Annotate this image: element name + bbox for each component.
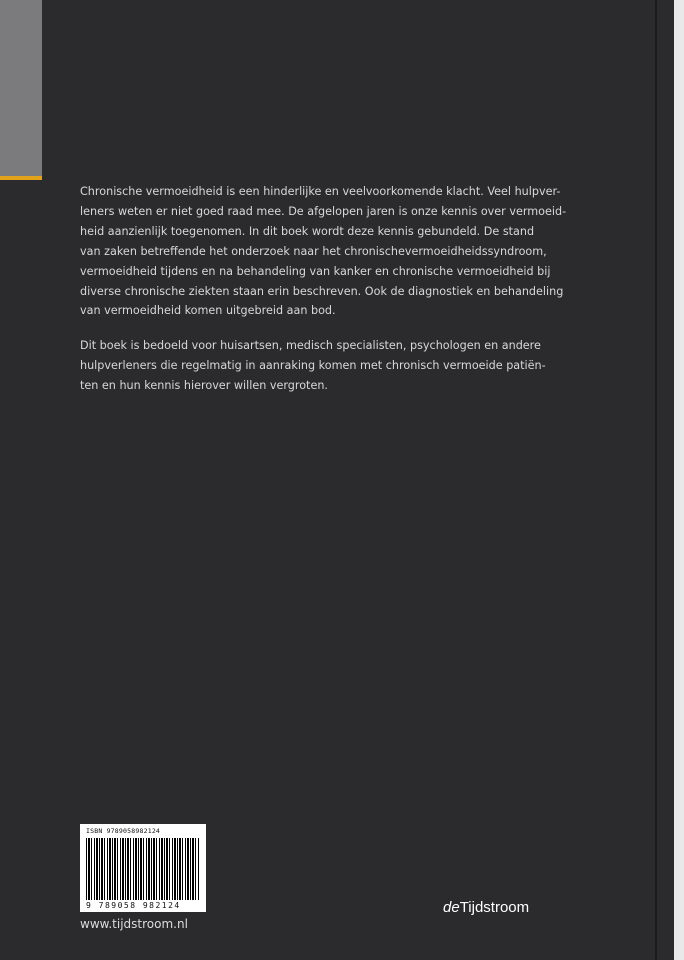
blurb-line: Dit boek is bedoeld voor huisartsen, medisch specialisten, psychologen en andere <box>80 339 541 352</box>
blurb-line: ten en hun kennis hierover willen vergroten. <box>80 378 328 392</box>
blurb-paragraph-2 <box>80 336 600 396</box>
page-edge <box>674 0 684 960</box>
accent-line <box>0 176 42 180</box>
blurb-paragraph-1 <box>80 182 600 321</box>
blurb-line: van vermoeidheid komen uitgebreid aan bod. <box>80 304 336 318</box>
blurb-line: hulpverleners die regelmatig in aanraking komen met chronisch vermoeide patiën- <box>80 358 546 372</box>
blurb-line: heid aanzienlijk toegenomen. In dit boek wordt deze kennis gebundeld. De stand <box>80 224 535 238</box>
grey-strip <box>0 0 42 176</box>
publisher-website: www.tijdstroom.nl <box>80 917 188 931</box>
blurb-line: leners weten er niet goed raad mee. De afgelopen jaren is onze kennis over vermoeid- <box>80 204 567 218</box>
blurb-line: Chronische vermoeidheid is een hinderlijke en veelvoorkomende klacht. Veel hulpver- <box>80 185 561 198</box>
publisher-prefix: de <box>443 899 460 916</box>
blurb-line: diverse chronische ziekten staan erin beschreven. Ook de diagnostiek en behandeling <box>80 284 564 298</box>
isbn-barcode <box>80 824 206 912</box>
isbn-label: ISBN 9789058982124 <box>86 827 161 835</box>
blurb-line: van zaken betreffende het onderzoek naar het chronischevermoeidheidssyndroom, <box>80 244 547 258</box>
barcode-bars <box>86 838 200 900</box>
gutter-line <box>655 0 657 960</box>
barcode-digits: 9 789058 982124 <box>86 901 181 910</box>
publisher-name: Tijdstroom <box>459 899 530 916</box>
publisher-logo <box>443 899 529 916</box>
blurb-line: vermoeidheid tijdens en na behandeling van kanker en chronische vermoeidheid bij <box>80 264 551 278</box>
